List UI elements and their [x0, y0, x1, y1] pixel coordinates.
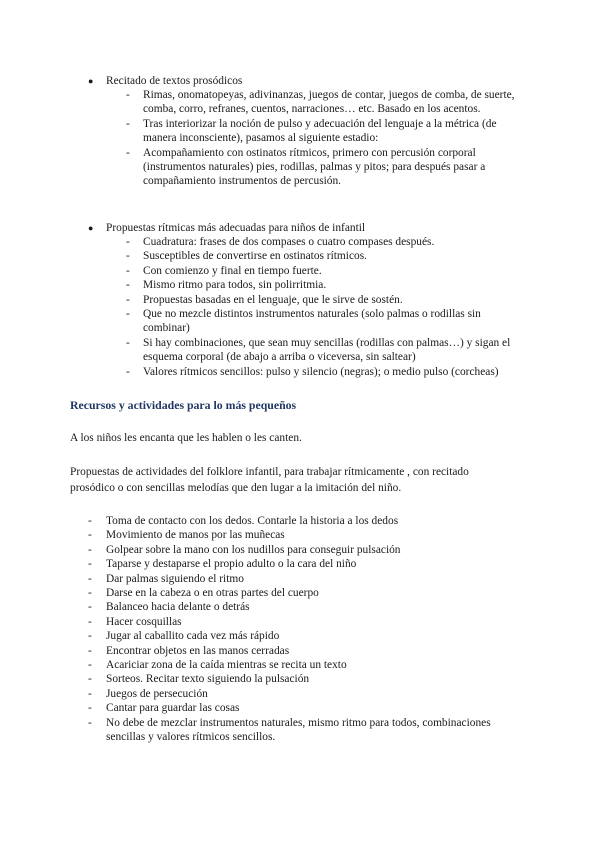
list-item: - Acariciar zona de la caída mientras se recita un texto	[88, 659, 347, 672]
list-item: - Susceptibles de convertirse en ostinatos rítmicos.	[126, 250, 367, 263]
list-item: - Acompañamiento con ostinatos rítmicos, primero con percusión corporal (instrumentos naturales) pies, rodillas, palmas y pitos; para después pasar a compañamiento instrumentos de percusión.	[126, 146, 486, 188]
list-item: - Propuestas basadas en el lenguaje, que le sirve de sostén.	[126, 293, 403, 306]
list-item: - Dar palmas siguiendo el ritmo	[88, 572, 244, 585]
sublist-propuestas	[126, 235, 526, 379]
paragraph-intro: A los niños les encanta que les hablen o les canten.	[70, 432, 302, 444]
list-item: - Rimas, onomatopeyas, adivinanzas, juegos de contar, juegos de comba, de suerte, comba, corro, refranes, cuentos, narraciones… etc. Basado en los acentos.	[126, 89, 515, 116]
list-item: - Si hay combinaciones, que sean muy sencillas (rodillas con palmas…) y sigan el esquema corporal (de abajo a arriba o viceversa, sin saltear)	[126, 336, 511, 364]
list-item: - Mismo ritmo para todos, sin polirritmia.	[126, 279, 327, 292]
activities-list	[88, 514, 528, 745]
list-item: - Tras interiorizar la noción de pulso y adecuación del lenguaje a la métrica (de manera inconsciente), pasamos al siguiente estadio:	[126, 117, 497, 145]
list-item: - Hacer cosquillas	[88, 615, 182, 628]
list-item: - Toma de contacto con los dedos. Contarle la historia a los dedos	[88, 515, 399, 527]
bullet-label: Propuestas rítmicas más adecuadas para niños de infantil	[106, 222, 366, 234]
section-heading: Recursos y actividades para lo más pequeños	[70, 398, 297, 412]
list-item: - Taparse y destaparse el propio adulto o la cara del niño	[88, 558, 357, 571]
list-item: - Juegos de persecución	[88, 687, 208, 700]
bullet-dot: ●	[88, 223, 94, 233]
bullet-dot: ●	[88, 76, 94, 86]
list-item: - Cuadratura: frases de dos compases o cuatro compases después.	[126, 236, 435, 248]
list-item: - Movimiento de manos por las muñecas	[88, 529, 285, 542]
list-item: - Cantar para guardar las cosas	[88, 702, 240, 715]
list-item: - Golpear sobre la mano con los nudillos para conseguir pulsación	[88, 543, 401, 556]
list-item: - Jugar al caballito cada vez más rápido	[88, 630, 280, 643]
list-item: - No debe de mezclar instrumentos naturales, mismo ritmo para todos, combinaciones sencillas y valores rítmicos sencillos.	[88, 716, 491, 744]
list-item: - Sorteos. Recitar texto siguiendo la pulsación	[88, 673, 310, 686]
sublist-recitado	[126, 88, 526, 189]
list-item: - Encontrar objetos en las manos cerradas	[88, 644, 290, 657]
bullet-label: Recitado de textos prosódicos	[106, 75, 243, 87]
list-item: - Balanceo hacia delante o detrás	[88, 601, 250, 614]
list-item: - Darse en la cabeza o en otras partes del cuerpo	[88, 587, 319, 600]
list-item: - Que no mezcle distintos instrumentos naturales (solo palmas o rodillas sin combinar)	[126, 308, 481, 335]
list-item: - Con comienzo y final en tiempo fuerte.	[126, 264, 322, 277]
paragraph-proposals: Propuestas de actividades del folklore infantil, para trabajar rítmicamente , con recitado prosódico o con sencillas melodías que den lugar a la imitación del niño.	[70, 466, 469, 494]
list-item: - Valores rítmicos sencillos: pulso y silencio (negras); o medio pulso (corcheas)	[126, 365, 499, 378]
